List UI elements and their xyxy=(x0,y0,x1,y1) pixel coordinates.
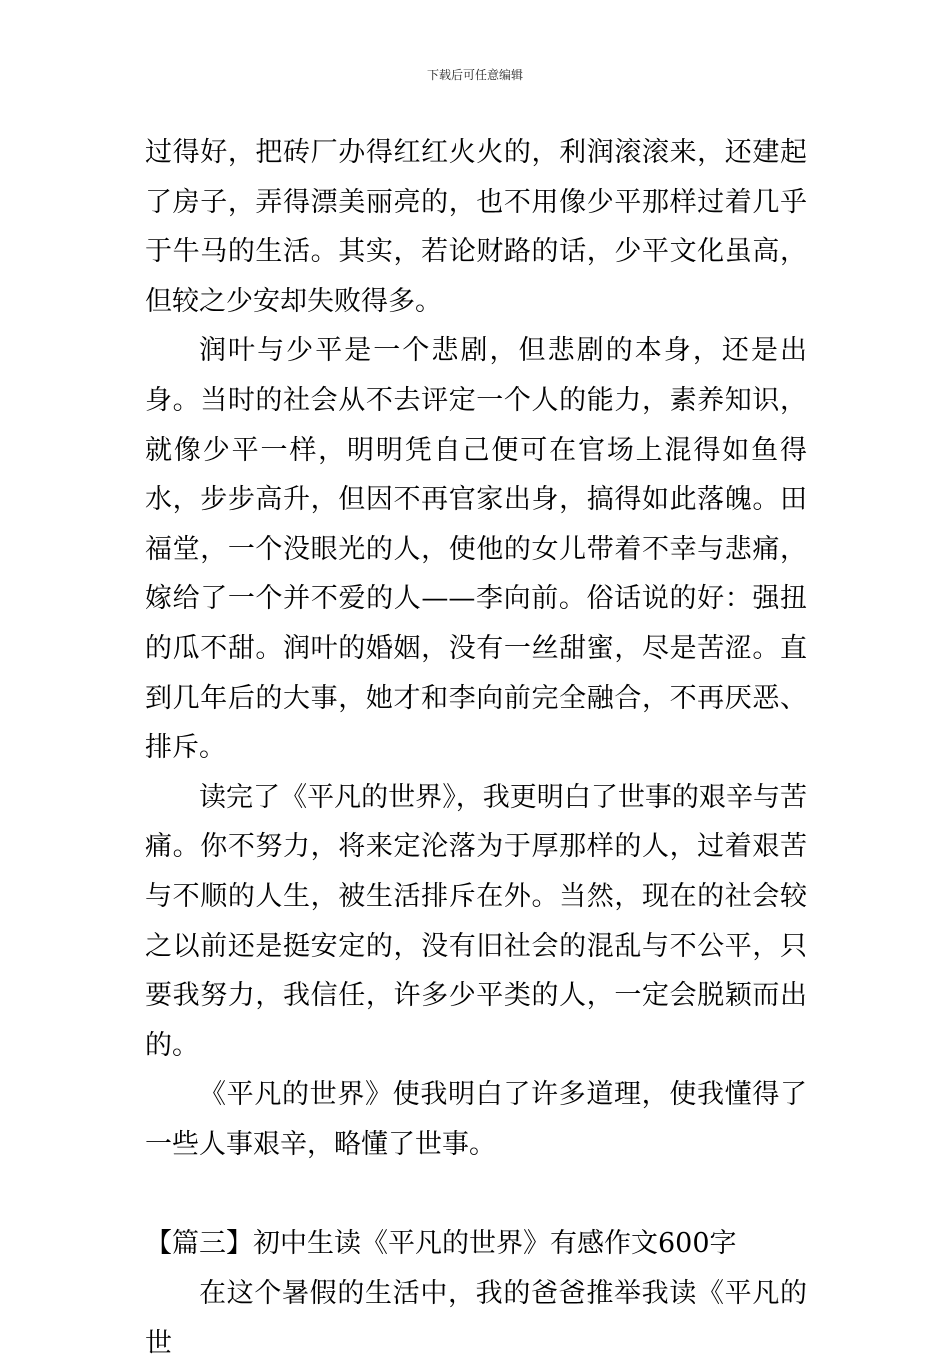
document-body xyxy=(145,128,807,1368)
paragraph: 《平凡的世界》使我明白了许多道理，使我懂得了一些人事艰辛，略懂了世事。 xyxy=(145,1079,807,1160)
section-heading: 【篇三】初中生读《平凡的世界》有感作文600字 xyxy=(145,1228,737,1260)
paragraph: 在这个暑假的生活中，我的爸爸推举我读《平凡的世 xyxy=(145,1278,807,1359)
page-header: 下载后可任意编辑 xyxy=(426,68,523,82)
paragraph: 过得好，把砖厂办得红红火火的，利润滚滚来，还建起了房子，弄得漂美丽亮的，也不用像少平那样过着几乎于牛马的生活。其实，若论财路的话，少平文化虽高，但较之少安却失败得多。 xyxy=(145,137,807,317)
section-gap xyxy=(145,1169,807,1219)
paragraph: 润叶与少平是一个悲剧，但悲剧的本身，还是出身。当时的社会从不去评定一个人的能力，素养知识，就像少平一样，明明凭自己便可在官场上混得如鱼得水，步步高升，但因不再官家出身，搞得如此落魄。田福堂，一个没眼光的人，使他的女儿带着不幸与悲痛，嫁给了一个并不爱的人——李向前。俗话说的好：强扭的瓜不甜。润叶的婚姻，没有一丝甜蜜，尽是苦涩。直到几年后的大事，她才和李向前完全融合，不再厌恶、排斥。 xyxy=(145,335,807,764)
paragraph: 读完了《平凡的世界》，我更明白了世事的艰辛与苦痛。你不努力，将来定沦落为于厚那样的人，过着艰苦与不顺的人生，被生活排斥在外。当然，现在的社会较之以前还是挺安定的，没有旧社会的混乱与不公平，只要我努力，我信任，许多少平类的人，一定会脱颖而出的。 xyxy=(145,781,807,1061)
